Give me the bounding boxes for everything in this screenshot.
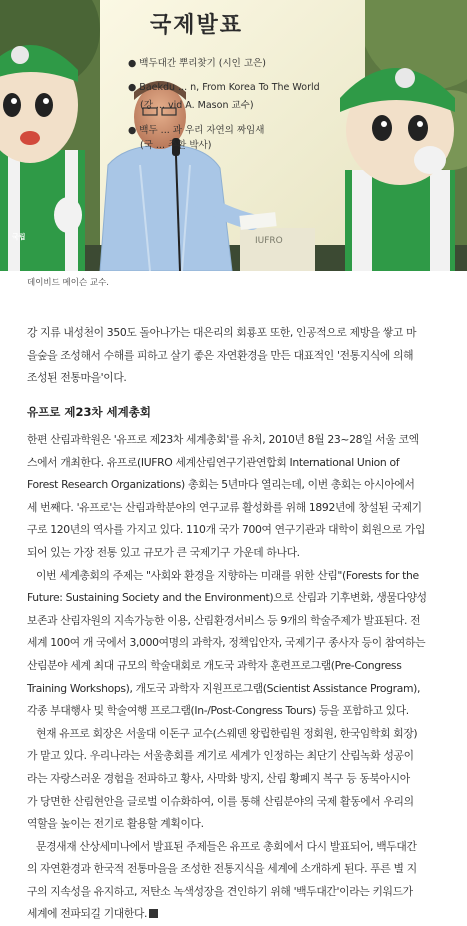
- banner-line-5: (국 ... 주환 박사): [140, 140, 212, 151]
- banner-line-3: (강 ... vid A. Mason 교수): [140, 100, 254, 111]
- section-heading: 유프로 제23차 세계총회: [27, 405, 151, 419]
- text-line: Future: Sustaining Society and the Environment)으로 산림과 기후변화, 생물다양성: [27, 591, 427, 605]
- text-line: 문경새재 산상세미나에서 발표된 주제들은 유프로 총회에서 다시 발표되어, 백두대간: [36, 839, 417, 853]
- event-photo: [0, 0, 467, 271]
- text-line: 라는 자랑스러운 경험을 전파하고 황사, 사막화 방지, 산림 황폐지 복구 등 동북아시아: [27, 771, 410, 785]
- text-line: 을숲을 조성해서 수해를 피하고 살기 좋은 자연환경을 만든 대표적인 '전통지식에 의해: [27, 348, 414, 362]
- text-line: 되어 있는 가장 전통 있고 규모가 큰 국제기구 가운데 하나다.: [27, 545, 300, 559]
- text-line: 세계 100여 개 국에서 3,000여명의 과학자, 정책입안자, 국제기구 종사자 등이 참여하는: [27, 636, 426, 650]
- text-line: 강 지류 내성천이 350도 돌아나가는 대은리의 회룡포 또한, 인공적으로 제방을 쌓고 마: [27, 326, 417, 339]
- banner-line-2: ● Baekdu ... n, From Korea To The World: [128, 82, 320, 93]
- text-line: 구로 120년의 역사를 가지고 있다. 110개 국가 700여 연구기관과 대학이 회원으로 가입: [27, 523, 426, 537]
- banner-line-1: ● 백두대간 뿌리찾기 (시인 고은): [128, 58, 266, 69]
- text-line: 보존과 산림자원의 지속가능한 이용, 산림환경서비스 등 9개의 학술주제가 발표된다. 전: [27, 613, 421, 627]
- text-line: Training Workshops), 개도국 과학자 지원프로그램(Scientist Assistance Program),: [27, 681, 421, 695]
- text-line: 산림분야 세계 최대 규모의 학술대회로 개도국 과학자 훈련프로그램(Pre-Congress: [27, 658, 402, 672]
- text-line: 의 자연환경과 한국적 전통마을을 조성한 전통지식을 세계에 소개하게 된다. 푸른 별 지: [27, 862, 417, 876]
- text-line: 한편 산림과학원은 '유프로 제23차 세계총회'를 유치, 2010년 8월 23~28일 서울 코엑: [27, 433, 419, 446]
- banner-line-4: ● 백두 ... 과 우리 자연의 짜임새: [128, 125, 265, 136]
- text-line: 가 당면한 산림현안을 글로벌 이슈화하여, 이를 통해 산림분야의 국제 활동에서 우리의: [27, 794, 414, 808]
- text-line: 스에서 개최한다. 유프로(IUFRO 세계산림연구기관연합회 International Union of: [27, 455, 400, 469]
- text-line-last-content: 세계에 전파되길 기대한다.: [27, 907, 148, 921]
- text-line: 이번 세계총회의 주제는 "사회와 환경을 지향하는 미래를 위한 산림"(Forests for the: [36, 568, 419, 582]
- banner-title: 국제발표: [150, 13, 244, 38]
- text-line: 구의 지속성을 유지하고, 저탄소 녹색성장을 견인하기 위해 '백두대간'이라는 키워드가: [27, 884, 413, 898]
- text-line: 역할을 높이는 전기로 활용할 계획이다.: [27, 817, 204, 831]
- text-line: 조성된 전통마을'이다.: [27, 371, 127, 385]
- text-line: 세 번째다. '유프로'는 산림과학분야의 연구교류 활성화를 위해 1892년에 창설된 국제기: [27, 500, 422, 514]
- photo-caption: 데이비드 메이슨 교수.: [27, 278, 110, 288]
- text-line: 현재 유프로 회장은 서울대 이돈구 교수(스웨덴 왕립한림원 정회원, 한국임학회 회장): [36, 726, 418, 740]
- text-line-last: [27, 903, 457, 926]
- mascot-badge: 국립: [12, 233, 26, 241]
- text-line: 각종 부대행사 및 학술여행 프로그램(In-/Post-Congress Tours) 등을 포함하고 있다.: [27, 704, 409, 718]
- article-intro: [27, 322, 457, 390]
- text-line: Forest Research Organizations) 총회는 5년마다 열리는데, 이번 총회는 아시아에서: [27, 478, 415, 492]
- text-line: 가 맡고 있다. 우리나라는 서울총회를 계기로 세계가 인정하는 최단기 산림녹화 성공이: [27, 749, 414, 763]
- article-body: [27, 429, 457, 926]
- podium-text: IUFRO: [255, 236, 283, 246]
- end-mark-icon: [149, 909, 158, 918]
